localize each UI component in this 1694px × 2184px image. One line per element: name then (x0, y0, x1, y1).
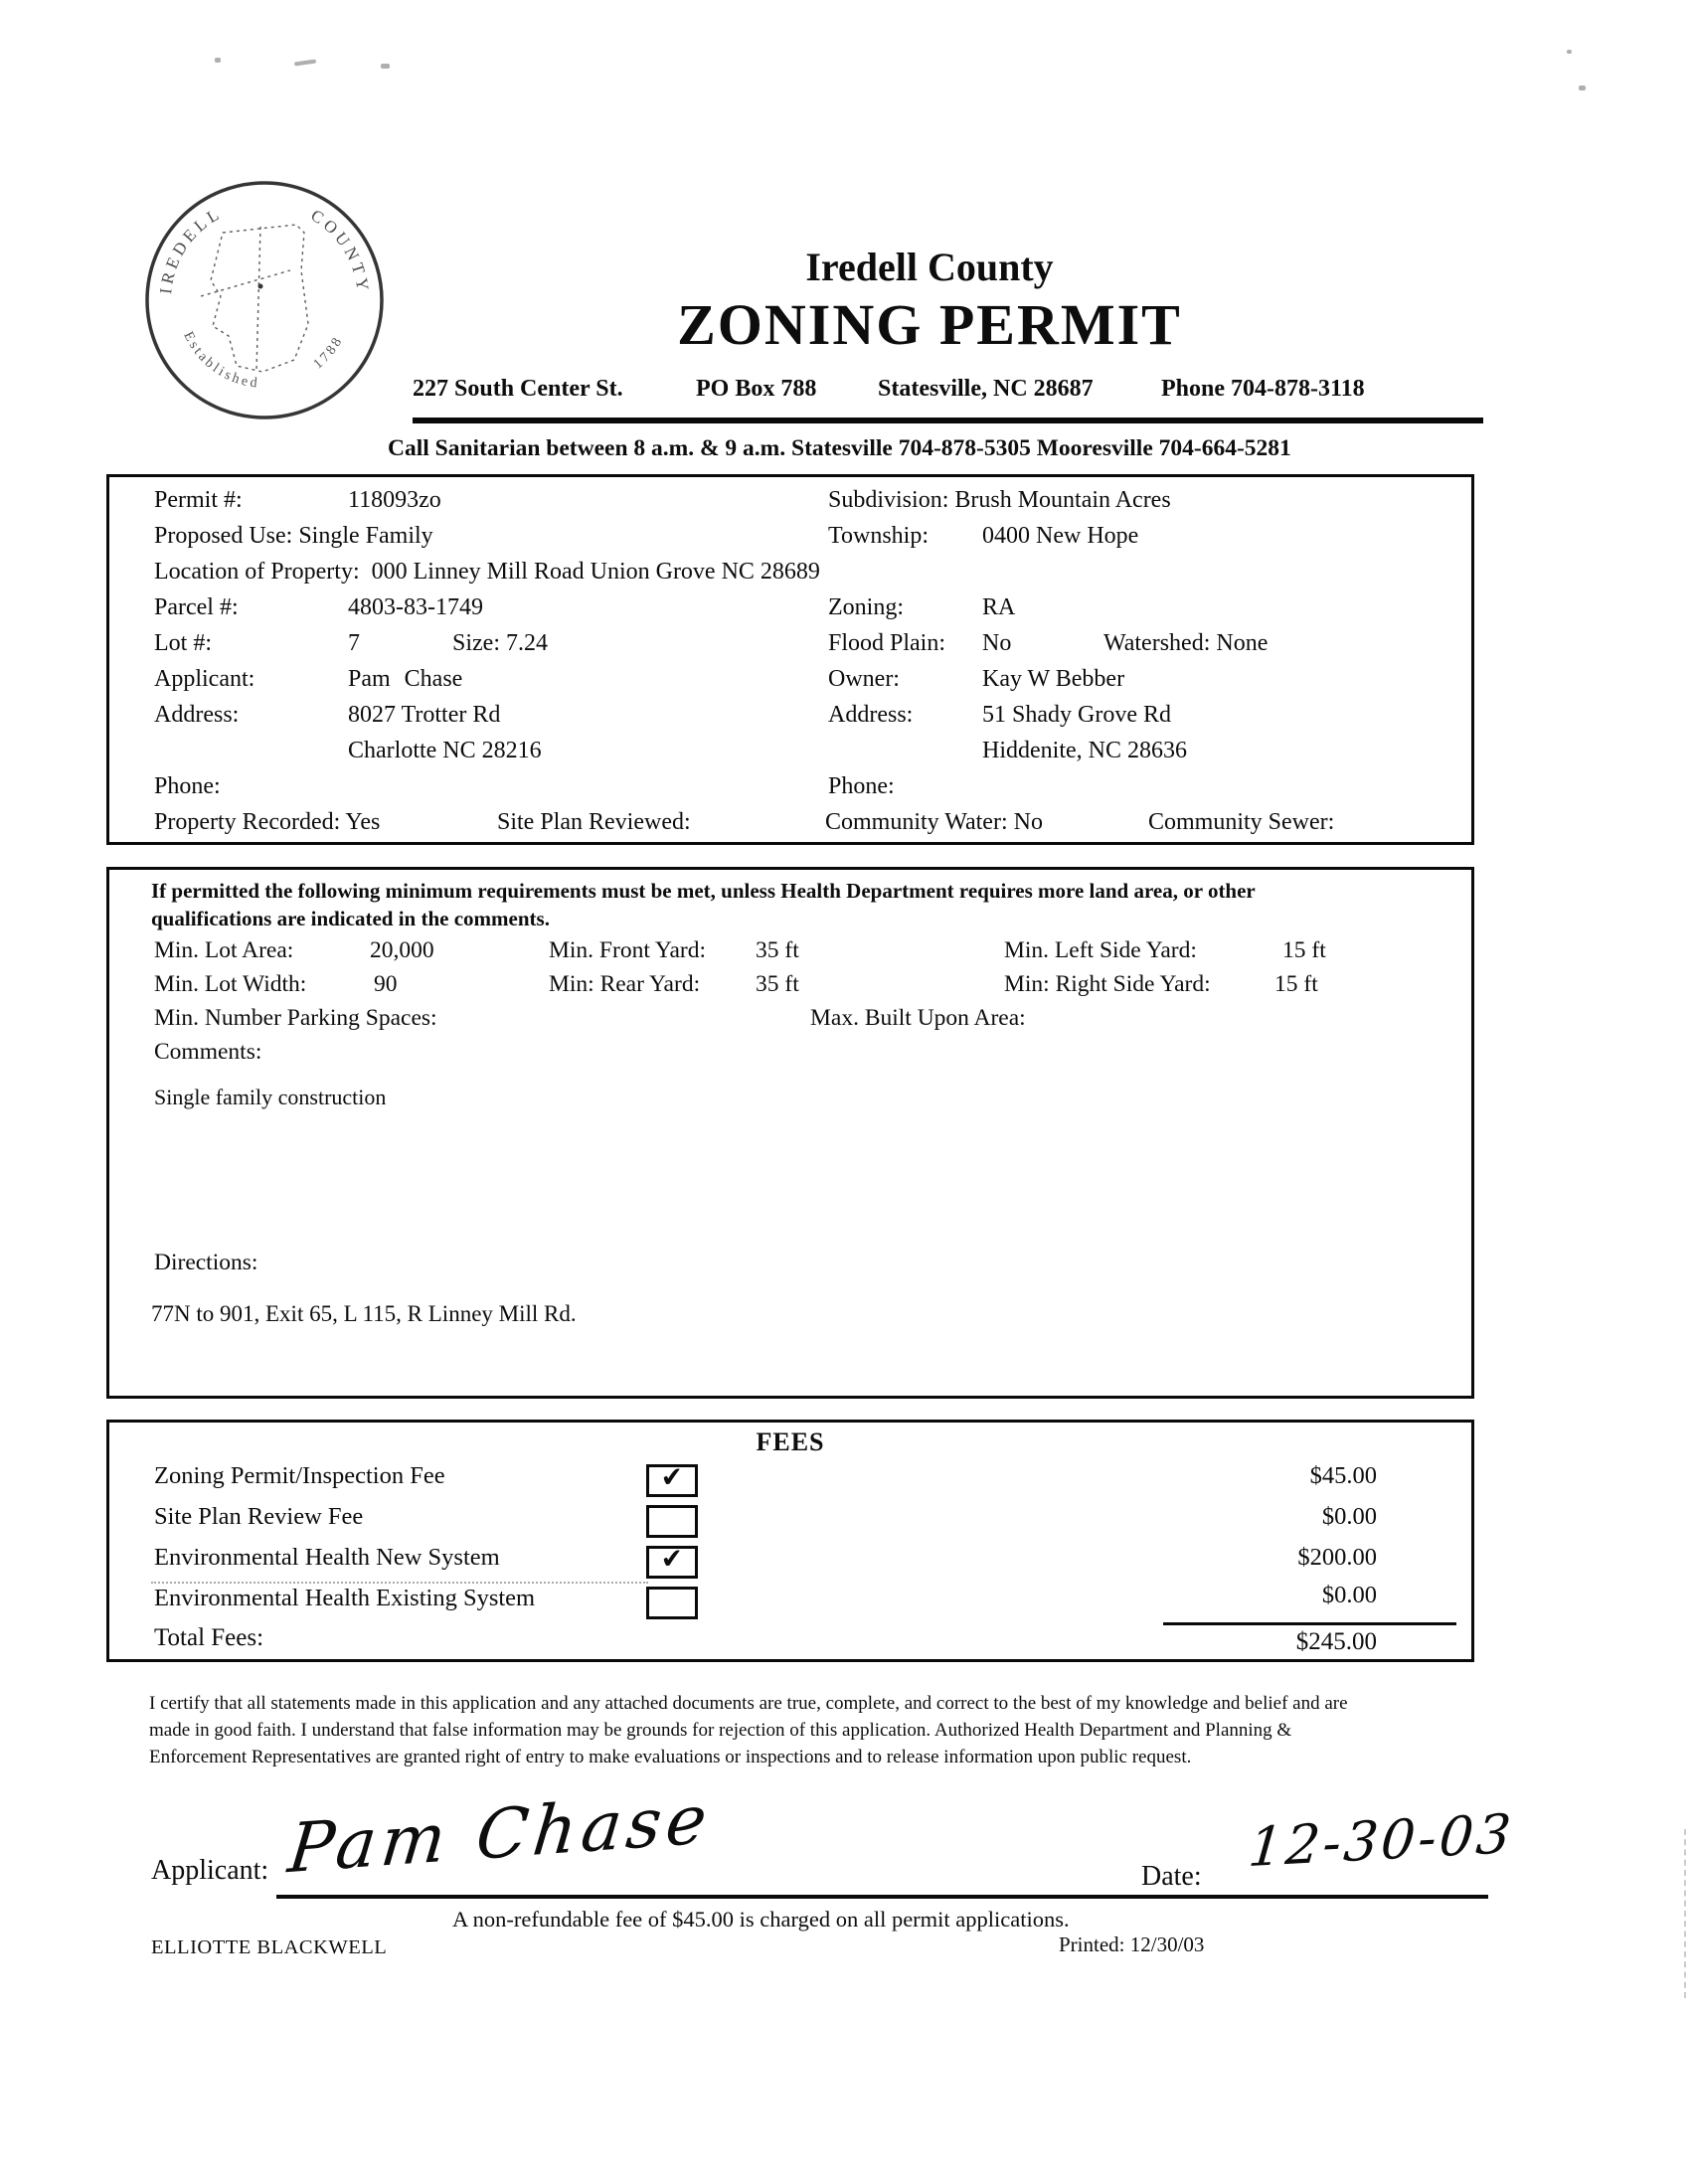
signature-line (276, 1895, 1310, 1899)
min-left-side-yard-value: 15 ft (1282, 937, 1326, 963)
owner-phone-label: Phone: (828, 773, 895, 799)
owner-value: Kay W Bebber (982, 666, 1125, 692)
min-left-side-yard-label: Min. Left Side Yard: (1004, 937, 1197, 963)
property-recorded (154, 809, 380, 837)
township-label: Township: (828, 523, 929, 549)
flood-plain-label: Flood Plain: (828, 630, 946, 656)
min-right-side-yard-value: 15 ft (1274, 971, 1318, 997)
owner-label: Owner: (828, 666, 900, 692)
fees-box (106, 1420, 1474, 1662)
svg-text:COUNTY (307, 206, 373, 295)
fee-note: A non-refundable fee of $45.00 is charged on all permit applications. (452, 1907, 1070, 1932)
scan-artifact (1567, 50, 1572, 54)
seal-text-year: 1788 (310, 333, 347, 373)
printed-value: 12/30/03 (1129, 1932, 1205, 1956)
requirements-intro-line2: qualifications are indicated in the comments. (151, 907, 550, 930)
watershed (1103, 630, 1268, 658)
subdivision-value: Brush Mountain Acres (954, 487, 1171, 513)
checkmark-icon: ✔ (659, 1461, 685, 1494)
fee-checkbox-site-plan (646, 1505, 698, 1538)
applicant-signature: Pam Chase (284, 1779, 716, 1890)
site-plan-reviewed-label: Site Plan Reviewed: (497, 809, 691, 835)
certification-line2: made in good faith. I understand that false information may be grounds for rejection of this application. Authorized Health Department and Planning & (149, 1720, 1292, 1741)
fee-amount: $45.00 (1309, 1462, 1377, 1489)
location-label: Location of Property: (154, 559, 360, 585)
fee-checkbox-zoning-permit (646, 1461, 698, 1497)
svg-text:IREDELL (156, 203, 226, 294)
min-rear-yard-value: 35 ft (756, 971, 799, 997)
location-value: 000 Linney Mill Road Union Grove NC 28689 (371, 559, 820, 585)
lot-number-value: 7 (348, 630, 360, 656)
svg-text:1788 (311, 333, 347, 372)
checkmark-icon (649, 1502, 695, 1505)
certification-line1: I certify that all statements made in this application and any attached documents are true, complete, and correct to the best of my knowledge and belief and are (149, 1693, 1348, 1714)
fees-sum-line (1163, 1622, 1456, 1625)
fee-amount: $0.00 (1321, 1503, 1377, 1530)
header-city: Statesville, NC 28687 (878, 376, 1094, 402)
min-lot-width-label: Min. Lot Width: (154, 971, 307, 997)
total-fees-amount: $245.00 (1295, 1628, 1377, 1655)
zoning-label: Zoning: (828, 594, 904, 620)
parcel-number-label: Parcel #: (154, 594, 239, 620)
applicant-address-line1: 8027 Trotter Rd (348, 702, 501, 728)
seal-text-county: COUNTY (307, 205, 374, 296)
directions-value: 77N to 901, Exit 65, L 115, R Linney Mill Rd. (151, 1301, 577, 1326)
fee-amount: $200.00 (1297, 1544, 1377, 1571)
requirements-box (106, 867, 1474, 1399)
date-line (1236, 1895, 1488, 1899)
fee-row-label: Site Plan Review Fee (154, 1503, 364, 1530)
scan-artifact (1579, 85, 1586, 90)
requirements-intro-line1: If permitted the following minimum requirements must be met, unless Health Department requires more land area, or other (151, 879, 1256, 903)
community-water-value: No (1013, 809, 1043, 835)
permit-info-box (106, 474, 1474, 845)
header-divider (413, 418, 1483, 423)
total-fees-label: Total Fees: (154, 1624, 264, 1651)
owner-address-label: Address: (828, 702, 914, 728)
date-handwritten: 12-30-03 (1246, 1801, 1517, 1880)
fee-checkbox-env-health-new (646, 1543, 698, 1579)
sanitarian-note: Call Sanitarian between 8 a.m. & 9 a.m. Statesville 704-878-5305 Mooresville 704-664-5281 (388, 435, 1291, 461)
header-phone: Phone 704-878-3118 (1161, 376, 1365, 402)
svg-text:Established (180, 329, 260, 391)
property-location (154, 559, 820, 587)
printed-date (1059, 1932, 1204, 1956)
fee-row-label: Environmental Health Existing System (154, 1585, 536, 1611)
applicant-value: Pam Chase (348, 666, 463, 692)
fee-row-label: Environmental Health New System (154, 1544, 500, 1571)
proposed-use-value: Single Family (298, 523, 433, 549)
property-recorded-label: Property Recorded: (154, 809, 341, 835)
scan-artifact (215, 58, 221, 63)
county-name-title: Iredell County (805, 245, 1054, 289)
fee-amount: $0.00 (1321, 1582, 1377, 1608)
owner-address-line2: Hiddenite, NC 28636 (982, 738, 1187, 763)
applicant-signature-label: Applicant: (151, 1855, 269, 1886)
property-recorded-value: Yes (345, 809, 381, 835)
proposed-use-label: Proposed Use: (154, 523, 293, 549)
township-value: 0400 New Hope (982, 523, 1139, 549)
certification-line3: Enforcement Representatives are granted right of entry to make evaluations or inspections and to release information upon public request. (149, 1747, 1192, 1767)
min-lot-area-label: Min. Lot Area: (154, 937, 294, 963)
min-right-side-yard-label: Min: Right Side Yard: (1004, 971, 1211, 997)
community-sewer-label: Community Sewer: (1148, 809, 1335, 835)
applicant-address-label: Address: (154, 702, 240, 728)
min-rear-yard-label: Min: Rear Yard: (549, 971, 701, 997)
proposed-use (154, 523, 433, 551)
printed-label: Printed: (1059, 1932, 1125, 1956)
fees-title: FEES (756, 1428, 825, 1456)
comments-label: Comments: (154, 1039, 262, 1065)
header-po-box: PO Box 788 (696, 376, 817, 402)
applicant-address-line2: Charlotte NC 28216 (348, 738, 542, 763)
community-water-label: Community Water: (825, 809, 1008, 835)
lot-number-label: Lot #: (154, 630, 212, 656)
subdivision-label: Subdivision: (828, 487, 949, 513)
community-water (825, 809, 1043, 837)
checkmark-icon: ✔ (659, 1543, 685, 1576)
scan-artifact (381, 64, 390, 69)
checkmark-icon (649, 1584, 695, 1587)
watershed-label: Watershed: (1103, 630, 1211, 656)
size-value: 7.24 (506, 630, 548, 656)
directions-label: Directions: (154, 1250, 258, 1275)
min-lot-width-value: 90 (374, 971, 398, 997)
fee-checkbox-env-health-existing (646, 1587, 698, 1619)
subdivision (828, 487, 1171, 515)
seal-text-iredell: IREDELL (156, 203, 226, 295)
seal-text-established: Established (180, 329, 261, 392)
applicant-label: Applicant: (154, 666, 255, 692)
owner-address-line1: 51 Shady Grove Rd (982, 702, 1171, 728)
max-built-upon-label: Max. Built Upon Area: (810, 1005, 1026, 1031)
min-front-yard-value: 35 ft (756, 937, 799, 963)
header-street: 227 South Center St. (413, 376, 623, 402)
page-title: ZONING PERMIT (677, 292, 1182, 357)
scan-artifact (294, 59, 316, 66)
min-parking-label: Min. Number Parking Spaces: (154, 1005, 437, 1031)
min-lot-area-value: 20,000 (370, 937, 434, 963)
issuer-name: ELLIOTTE BLACKWELL (151, 1936, 388, 1958)
min-front-yard-label: Min. Front Yard: (549, 937, 707, 963)
zoning-value: RA (982, 594, 1016, 620)
size-label: Size: (452, 630, 500, 656)
date-label: Date: (1141, 1861, 1202, 1892)
flood-plain-value: No (982, 630, 1012, 656)
lot-size (452, 630, 548, 658)
applicant-phone-label: Phone: (154, 773, 221, 799)
watershed-value: None (1216, 630, 1269, 656)
permit-number-label: Permit #: (154, 487, 243, 513)
county-seal (139, 175, 390, 425)
comments-value: Single family construction (154, 1085, 387, 1109)
permit-number-value: 118093zo (348, 487, 441, 513)
parcel-number-value: 4803-83-1749 (348, 594, 483, 620)
scan-edge-artifact (1684, 1829, 1686, 1998)
fee-row-label: Zoning Permit/Inspection Fee (154, 1462, 445, 1489)
scan-artifact (151, 1582, 648, 1584)
